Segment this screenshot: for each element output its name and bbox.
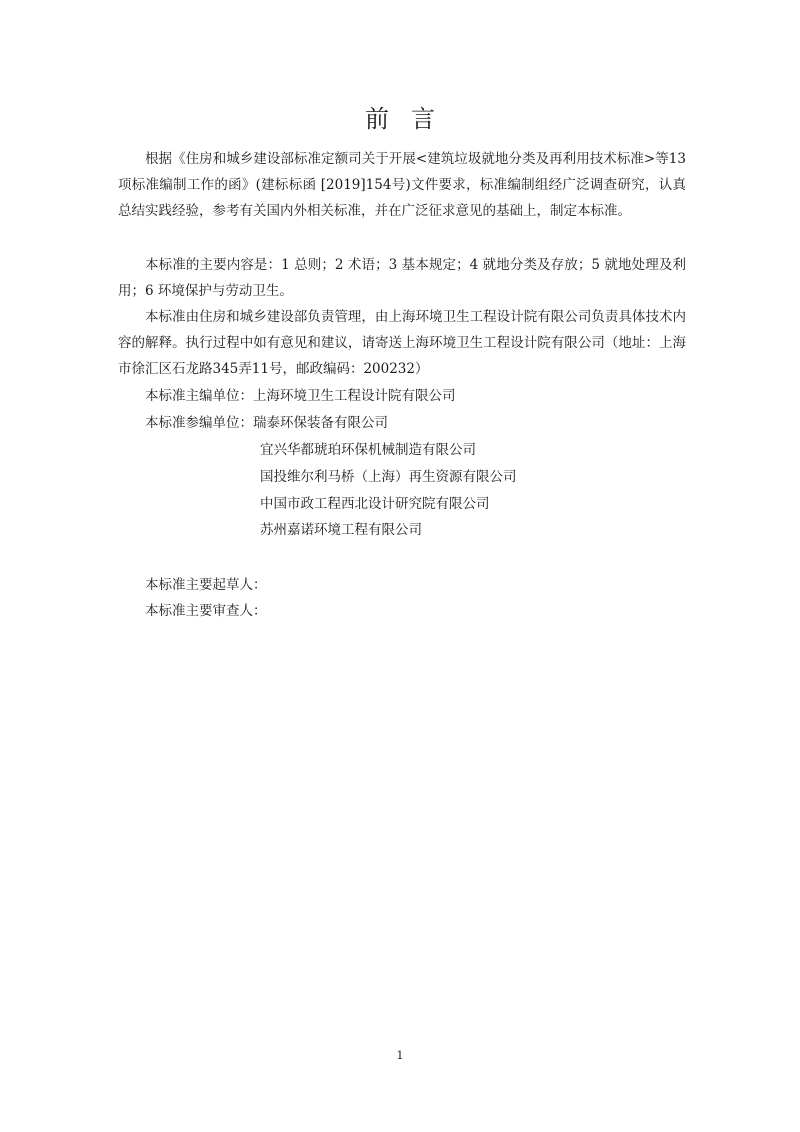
participating-unit: 宜兴华都琥珀环保机械制造有限公司 bbox=[260, 442, 476, 458]
participating-unit: 国投维尔利马桥（上海）再生资源有限公司 bbox=[260, 469, 517, 485]
paragraph-main-content: 本标准的主要内容是：1 总则；2 术语；3 基本规定；4 就地分类及存放；5 就地处理及利用；6 环境保护与劳动卫生。 bbox=[118, 257, 686, 299]
paragraph-basis: 根据《住房和城乡建设部标准定额司关于开展<建筑垃圾就地分类及再利用技术标准>等13项标准编制工作的函》(建标标函 [2019]154号)文件要求，标准编制组经广泛调查研究，认真总结实践经验，参考有关国内外相关标准，并在广泛征求意见的基础上，制定本标准。 bbox=[118, 151, 686, 219]
participating-unit: 中国市政工程西北设计研究院有限公司 bbox=[260, 496, 490, 512]
page-title: 前言 bbox=[365, 105, 457, 133]
page-number: 1 bbox=[396, 1049, 404, 1062]
participating-units-label: 本标准参编单位：瑞泰环保装备有限公司 bbox=[145, 415, 388, 431]
paragraph-management: 本标准由住房和城乡建设部负责管理，由上海环境卫生工程设计院有限公司负责具体技术内容的解释。执行过程中如有意见和建议，请寄送上海环境卫生工程设计院有限公司（地址：上海市徐汇区石龙路345弄11号，邮政编码：200232） bbox=[118, 309, 686, 377]
drafters-label: 本标准主要起草人： bbox=[145, 577, 267, 593]
participating-unit: 苏州嘉诺环境工程有限公司 bbox=[260, 522, 422, 538]
chief-editor-unit: 本标准主编单位：上海环境卫生工程设计院有限公司 bbox=[145, 388, 456, 404]
reviewers-label: 本标准主要审查人： bbox=[145, 603, 267, 619]
